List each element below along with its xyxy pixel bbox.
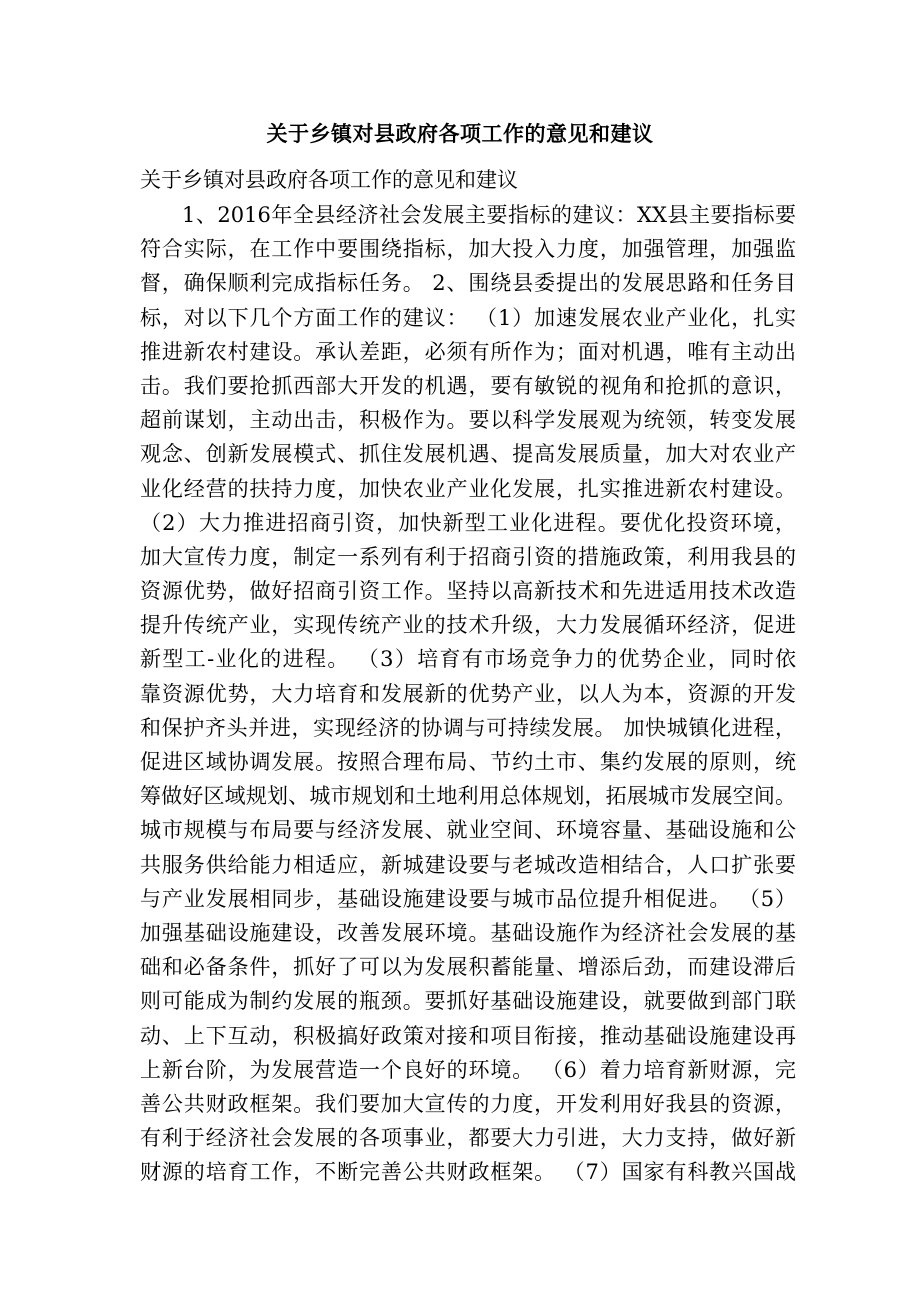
body-line: 共服务供给能力相适应，新城建设要与老城改造相结合，人口扩张要	[140, 852, 796, 877]
body-line: 则可能成为制约发展的瓶颈。要抓好基础设施建设，就要做到部门联	[140, 989, 796, 1014]
document-body	[140, 198, 796, 1189]
body-line: 督，确保顺利完成指标任务。 2、围绕县委提出的发展思路和任务目	[140, 271, 796, 296]
body-line: （2）大力推进招商引资，加快新型工业化进程。要优化投资环境，	[140, 510, 796, 535]
body-line: 推进新农村建设。承认差距，必须有所作为；面对机遇，唯有主动出	[140, 339, 796, 364]
body-line: 击。我们要抢抓西部大开发的机遇，要有敏锐的视角和抢抓的意识，	[140, 373, 796, 398]
body-line: 符合实际，在工作中要围绕指标，加大投入力度，加强管理，加强监	[140, 237, 796, 262]
body-line: 资源优势，做好招商引资工作。坚持以高新技术和先进适用技术改造	[140, 579, 796, 604]
body-line: 筹做好区域规划、城市规划和土地利用总体规划，拓展城市发展空间。	[140, 784, 796, 809]
body-line: 加大宣传力度，制定一系列有利于招商引资的措施政策，利用我县的	[140, 544, 796, 569]
body-line: 上新台阶，为发展营造一个良好的环境。 （6）着力培育新财源，完	[140, 1057, 796, 1082]
body-line: 与产业发展相同步，基础设施建设要与城市品位提升相促进。 （5）	[140, 886, 796, 911]
body-line: 超前谋划，主动出击，积极作为。要以科学发展观为统领，转变发展	[140, 408, 796, 433]
body-line: 观念、创新发展模式、抓住发展机遇、提高发展质量，加大对农业产	[140, 442, 796, 467]
body-line: 业化经营的扶持力度，加快农业产业化发展，扎实推进新农村建设。	[140, 476, 796, 501]
body-line: 善公共财政框架。我们要加大宣传的力度，开发利用好我县的资源，	[140, 1091, 796, 1116]
body-line: 标，对以下几个方面工作的建议： （1）加速发展农业产业化，扎实	[140, 305, 796, 330]
body-line: 加强基础设施建设，改善发展环境。基础设施作为经济社会发展的基	[140, 920, 796, 945]
body-line: 有利于经济社会发展的各项事业，都要大力引进，大力支持，做好新	[140, 1126, 796, 1151]
body-line: 1、2016年全县经济社会发展主要指标的建议：XX县主要指标要	[182, 203, 796, 227]
body-line: 础和必备条件，抓好了可以为发展积蓄能量、增添后劲，而建设滞后	[140, 955, 796, 980]
body-line: 促进区域协调发展。按照合理布局、节约土市、集约发展的原则，统	[140, 750, 796, 774]
body-line: 动、上下互动，积极搞好政策对接和项目衔接，推动基础设施建设再	[140, 1023, 796, 1048]
body-line: 提升传统产业，实现传统产业的技术升级，大力发展循环经济，促进	[140, 613, 796, 638]
body-line: 城市规模与布局要与经济发展、就业空间、环境容量、基础设施和公	[140, 818, 796, 843]
document-subtitle: 关于乡镇对县政府各项工作的意见和建议	[140, 168, 518, 192]
document-title: 关于乡镇对县政府各项工作的意见和建议	[266, 121, 654, 146]
body-line: 新型工-业化的进程。 （3）培育有市场竞争力的优势企业，同时依	[140, 647, 796, 672]
body-line: 和保护齐头并进，实现经济的协调与可持续发展。 加快城镇化进程，	[140, 715, 796, 740]
body-line: 靠资源优势，大力培育和发展新的优势产业，以人为本，资源的开发	[140, 681, 796, 706]
body-line: 财源的培育工作，不断完善公共财政框架。 （7）国家有科教兴国战	[140, 1160, 796, 1185]
